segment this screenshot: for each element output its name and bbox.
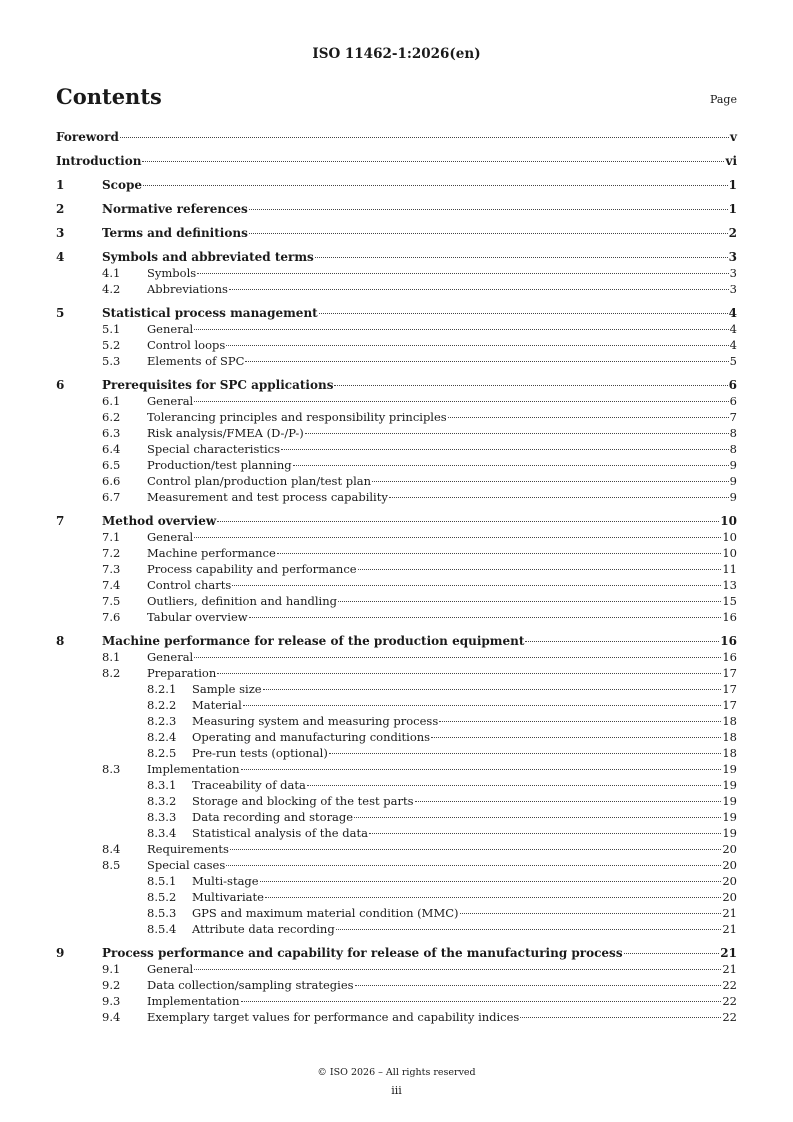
toc-entry-title: Production/test planning xyxy=(147,458,292,472)
toc-entry-number: 7.6 xyxy=(102,610,121,624)
toc-entry[interactable] xyxy=(0,921,737,937)
toc-entry-page: 4 xyxy=(729,338,737,352)
toc-entry-page: 17 xyxy=(722,698,737,712)
toc-entry-page: 9 xyxy=(729,458,737,472)
toc-entry[interactable] xyxy=(0,393,737,409)
toc-entry[interactable] xyxy=(0,713,737,729)
toc-entry-title: Abbreviations xyxy=(147,282,228,296)
toc-entry-page: 9 xyxy=(729,490,737,504)
toc-entry[interactable] xyxy=(0,489,737,505)
document-id-header: ISO 11462-1:2026(en) xyxy=(312,46,481,62)
toc-entry[interactable] xyxy=(0,745,737,761)
toc-dot-leader xyxy=(249,209,728,210)
toc-entry[interactable] xyxy=(0,945,737,961)
toc-entry-page: 20 xyxy=(722,874,737,888)
toc-entry-title: Sample size xyxy=(192,682,262,696)
copyright-notice: © ISO 2026 – All rights reserved xyxy=(317,1067,476,1078)
toc-entry-number: 5.3 xyxy=(102,354,121,368)
toc-entry-page: 4 xyxy=(728,306,737,320)
toc-entry-number: 8.2.3 xyxy=(147,714,177,728)
toc-entry-title: Outliers, definition and handling xyxy=(147,594,337,608)
toc-dot-leader xyxy=(281,449,729,450)
toc-entry-title: GPS and maximum material condition (MMC) xyxy=(192,906,459,920)
toc-entry-title: Statistical analysis of the data xyxy=(192,826,368,840)
toc-entry[interactable] xyxy=(0,761,737,777)
toc-dot-leader xyxy=(260,881,722,882)
toc-entry-page: 22 xyxy=(722,994,737,1008)
toc-entry-page: 18 xyxy=(722,714,737,728)
toc-entry[interactable] xyxy=(0,593,737,609)
toc-dot-leader xyxy=(217,673,721,674)
toc-entry[interactable] xyxy=(0,777,737,793)
toc-entry[interactable] xyxy=(0,177,737,193)
toc-entry-title: General xyxy=(147,322,194,336)
toc-entry-page: 19 xyxy=(722,826,737,840)
toc-entry-number: 8 xyxy=(56,634,65,648)
toc-dot-leader xyxy=(369,833,721,834)
toc-entry-number: 5.2 xyxy=(102,338,121,352)
toc-dot-leader xyxy=(245,361,728,362)
toc-entry-page: 18 xyxy=(722,746,737,760)
toc-entry[interactable] xyxy=(0,129,737,145)
toc-dot-leader xyxy=(142,161,724,162)
toc-dot-leader xyxy=(329,753,722,754)
toc-entry-page: 1 xyxy=(728,178,737,192)
toc-entry-page: 10 xyxy=(720,514,737,528)
toc-entry[interactable] xyxy=(0,377,737,393)
toc-entry[interactable] xyxy=(0,513,737,529)
toc-entry-title: Data collection/sampling strategies xyxy=(147,978,354,992)
toc-entry-number: 8.4 xyxy=(102,842,121,856)
toc-entry-page: 21 xyxy=(722,922,737,936)
toc-dot-leader xyxy=(358,569,722,570)
toc-entry-number: 5 xyxy=(56,306,65,320)
toc-entry-number: 8.2.5 xyxy=(147,746,177,760)
toc-entry-number: 8.1 xyxy=(102,650,121,664)
toc-entry-number: 8.2 xyxy=(102,666,121,680)
toc-entry-number: 5.1 xyxy=(102,322,121,336)
toc-entry-page: 1 xyxy=(728,202,737,216)
toc-entry-title: Normative references xyxy=(102,202,248,216)
toc-dot-leader xyxy=(197,273,729,274)
toc-entry-title: Statistical process management xyxy=(102,306,318,320)
toc-dot-leader xyxy=(460,913,722,914)
toc-entry-number: 6.3 xyxy=(102,426,121,440)
toc-entry-page: 3 xyxy=(729,282,737,296)
toc-entry-title: Symbols xyxy=(147,266,197,280)
toc-entry-number: 9.4 xyxy=(102,1010,121,1024)
toc-entry-title: Machine performance xyxy=(147,546,276,560)
toc-entry-title: General xyxy=(147,962,194,976)
toc-entry-page: 8 xyxy=(729,426,737,440)
toc-dot-leader xyxy=(120,137,729,138)
toc-entry-number: 7.4 xyxy=(102,578,121,592)
toc-dot-leader xyxy=(439,721,721,722)
toc-entry-number: 6.5 xyxy=(102,458,121,472)
toc-entry-page: 15 xyxy=(722,594,737,608)
toc-entry-number: 2 xyxy=(56,202,65,216)
toc-entry[interactable] xyxy=(0,425,737,441)
toc-entry[interactable] xyxy=(0,265,737,281)
toc-entry-page: 2 xyxy=(728,226,737,240)
toc-entry-number: 6.7 xyxy=(102,490,121,504)
toc-entry[interactable] xyxy=(0,977,737,993)
toc-entry[interactable] xyxy=(0,609,737,625)
toc-entry[interactable] xyxy=(0,681,737,697)
toc-dot-leader xyxy=(232,585,721,586)
toc-entry[interactable] xyxy=(0,961,737,977)
toc-dot-leader xyxy=(354,817,721,818)
toc-entry[interactable] xyxy=(0,441,737,457)
toc-entry-number: 6.1 xyxy=(102,394,121,408)
toc-entry[interactable] xyxy=(0,825,737,841)
toc-entry[interactable] xyxy=(0,545,737,561)
toc-entry[interactable] xyxy=(0,201,737,217)
toc-entry-title: Implementation xyxy=(147,762,240,776)
toc-dot-leader xyxy=(241,1001,722,1002)
toc-entry-number: 3 xyxy=(56,226,65,240)
toc-dot-leader xyxy=(307,785,722,786)
toc-dot-leader xyxy=(448,417,729,418)
toc-entry-title: Operating and manufacturing conditions xyxy=(192,730,431,744)
toc-dot-leader xyxy=(277,553,722,554)
toc-entry-number: 6.4 xyxy=(102,442,121,456)
toc-entry-number: 8.5.4 xyxy=(147,922,177,936)
toc-dot-leader xyxy=(336,929,722,930)
toc-entry-number: 6.2 xyxy=(102,410,121,424)
toc-entry-page: 20 xyxy=(722,890,737,904)
toc-entry-page: 11 xyxy=(722,562,737,576)
toc-entry-page: 22 xyxy=(722,1010,737,1024)
toc-entry-title: Data recording and storage xyxy=(192,810,354,824)
toc-dot-leader xyxy=(415,801,722,802)
toc-entry-page: 19 xyxy=(722,778,737,792)
toc-dot-leader xyxy=(241,769,722,770)
toc-dot-leader xyxy=(226,865,721,866)
toc-entry-number: 8.5.1 xyxy=(147,874,177,888)
page-column-label: Page xyxy=(709,93,737,106)
toc-entry-number: 8.5 xyxy=(102,858,121,872)
toc-dot-leader xyxy=(194,401,728,402)
toc-entry-page: 7 xyxy=(729,410,737,424)
toc-dot-leader xyxy=(217,521,719,522)
toc-dot-leader xyxy=(226,345,728,346)
toc-dot-leader xyxy=(229,289,729,290)
toc-dot-leader xyxy=(263,689,722,690)
toc-entry-title: Material xyxy=(192,698,242,712)
toc-entry-number: 7.5 xyxy=(102,594,121,608)
toc-entry-title: General xyxy=(147,530,194,544)
toc-entry-number: 9.2 xyxy=(102,978,121,992)
toc-entry[interactable] xyxy=(0,697,737,713)
toc-entry-page: 22 xyxy=(722,978,737,992)
toc-entry-title: Process capability and performance xyxy=(147,562,357,576)
toc-entry-number: 7.3 xyxy=(102,562,121,576)
toc-entry-title: Tolerancing principles and responsibility principles xyxy=(147,410,447,424)
toc-dot-leader xyxy=(305,433,729,434)
toc-entry-page: 18 xyxy=(722,730,737,744)
toc-entry[interactable] xyxy=(0,729,737,745)
page-number: iii xyxy=(391,1084,402,1097)
toc-entry-title: Risk analysis/FMEA (D-/P-) xyxy=(147,426,304,440)
toc-entry-page: 3 xyxy=(728,250,737,264)
toc-entry-number: 8.3.1 xyxy=(147,778,177,792)
toc-entry-page: 3 xyxy=(729,266,737,280)
toc-entry-number: 9.1 xyxy=(102,962,121,976)
toc-dot-leader xyxy=(319,313,728,314)
toc-entry-page: 10 xyxy=(722,546,737,560)
toc-entry[interactable] xyxy=(0,1009,737,1025)
toc-entry[interactable] xyxy=(0,993,737,1009)
toc-entry-page: 21 xyxy=(722,962,737,976)
toc-entry-title: Multi-stage xyxy=(192,874,259,888)
toc-entry-page: 17 xyxy=(722,666,737,680)
toc-entry-page: 5 xyxy=(729,354,737,368)
toc-entry-number: 9.3 xyxy=(102,994,121,1008)
toc-entry[interactable] xyxy=(0,249,737,265)
toc-entry[interactable] xyxy=(0,529,737,545)
toc-entry-number: 8.3.2 xyxy=(147,794,177,808)
toc-dot-leader xyxy=(431,737,721,738)
toc-entry[interactable] xyxy=(0,473,737,489)
toc-entry-page: 20 xyxy=(722,842,737,856)
toc-entry-number: 8.5.2 xyxy=(147,890,177,904)
toc-entry-page: 16 xyxy=(722,650,737,664)
toc-entry-title: Introduction xyxy=(56,154,142,168)
toc-dot-leader xyxy=(265,897,721,898)
toc-entry[interactable] xyxy=(0,305,737,321)
toc-entry[interactable] xyxy=(0,793,737,809)
toc-entry-title: Foreword xyxy=(56,130,119,144)
toc-entry-number: 8.2.4 xyxy=(147,730,177,744)
toc-entry-number: 4.2 xyxy=(102,282,121,296)
toc-entry-title: Process performance and capability for release of the manufacturing process xyxy=(102,946,623,960)
toc-entry-title: Elements of SPC xyxy=(147,354,245,368)
toc-entry-title: Preparation xyxy=(147,666,217,680)
toc-entry-page: v xyxy=(730,130,737,144)
toc-entry-title: General xyxy=(147,650,194,664)
toc-entry-number: 7 xyxy=(56,514,65,528)
toc-entry-title: General xyxy=(147,394,194,408)
toc-entry[interactable] xyxy=(0,905,737,921)
toc-entry-page: 9 xyxy=(729,474,737,488)
toc-entry-title: Scope xyxy=(102,178,143,192)
toc-dot-leader xyxy=(624,953,720,954)
toc-entry[interactable] xyxy=(0,457,737,473)
toc-entry-title: Attribute data recording xyxy=(192,922,335,936)
toc-dot-leader xyxy=(249,233,728,234)
toc-entry-page: 21 xyxy=(722,906,737,920)
toc-entry-title: Control plan/production plan/test plan xyxy=(147,474,372,488)
toc-entry-title: Terms and definitions xyxy=(102,226,248,240)
toc-dot-leader xyxy=(525,641,719,642)
toc-dot-leader xyxy=(249,617,722,618)
toc-entry-number: 4.1 xyxy=(102,266,121,280)
toc-entry[interactable] xyxy=(0,809,737,825)
toc-entry-number: 6.6 xyxy=(102,474,121,488)
toc-entry-title: Requirements xyxy=(147,842,229,856)
toc-entry[interactable] xyxy=(0,281,737,297)
toc-dot-leader xyxy=(194,969,721,970)
toc-entry-page: 19 xyxy=(722,810,737,824)
toc-entry-number: 9 xyxy=(56,946,65,960)
toc-entry-title: Measuring system and measuring process xyxy=(192,714,439,728)
toc-entry-title: Prerequisites for SPC applications xyxy=(102,378,334,392)
toc-entry-number: 8.5.3 xyxy=(147,906,177,920)
toc-entry-number: 8.3.4 xyxy=(147,826,177,840)
toc-entry-title: Control charts xyxy=(147,578,232,592)
toc-entry-page: 4 xyxy=(729,322,737,336)
toc-dot-leader xyxy=(315,257,728,258)
toc-entry-title: Storage and blocking of the test parts xyxy=(192,794,414,808)
toc-dot-leader xyxy=(143,185,728,186)
toc-entry[interactable] xyxy=(0,561,737,577)
toc-entry[interactable] xyxy=(0,153,737,169)
toc-entry[interactable] xyxy=(0,225,737,241)
toc-dot-leader xyxy=(194,657,721,658)
toc-entry[interactable] xyxy=(0,665,737,681)
toc-dot-leader xyxy=(520,1017,721,1018)
toc-entry-title: Machine performance for release of the production equipment xyxy=(102,634,525,648)
toc-entry-page: 6 xyxy=(729,394,737,408)
toc-entry-number: 8.3 xyxy=(102,762,121,776)
toc-entry-page: 6 xyxy=(728,378,737,392)
toc-entry-page: 21 xyxy=(720,946,737,960)
toc-entry-title: Control loops xyxy=(147,338,226,352)
toc-entry-title: Measurement and test process capability xyxy=(147,490,388,504)
toc-dot-leader xyxy=(372,481,729,482)
toc-entry-title: Method overview xyxy=(102,514,217,528)
toc-entry-title: Special cases xyxy=(147,858,226,872)
toc-entry-number: 4 xyxy=(56,250,65,264)
toc-dot-leader xyxy=(338,601,721,602)
toc-entry-number: 1 xyxy=(56,178,65,192)
toc-entry[interactable] xyxy=(0,633,737,649)
toc-entry[interactable] xyxy=(0,321,737,337)
toc-entry-page: 8 xyxy=(729,442,737,456)
toc-dot-leader xyxy=(334,385,727,386)
toc-dot-leader xyxy=(194,329,728,330)
toc-entry-number: 6 xyxy=(56,378,65,392)
toc-entry-title: Pre-run tests (optional) xyxy=(192,746,328,760)
toc-entry-title: Traceability of data xyxy=(192,778,306,792)
toc-entry-title: Implementation xyxy=(147,994,240,1008)
toc-entry-page: 17 xyxy=(722,682,737,696)
toc-entry-number: 7.2 xyxy=(102,546,121,560)
toc-entry[interactable] xyxy=(0,409,737,425)
toc-entry-title: Symbols and abbreviated terms xyxy=(102,250,314,264)
toc-entry[interactable] xyxy=(0,873,737,889)
toc-entry-page: vi xyxy=(725,154,737,168)
toc-dot-leader xyxy=(230,849,722,850)
toc-dot-leader xyxy=(355,985,722,986)
toc-dot-leader xyxy=(194,537,721,538)
toc-entry-number: 8.2.1 xyxy=(147,682,177,696)
toc-entry-page: 20 xyxy=(722,858,737,872)
toc-entry[interactable] xyxy=(0,889,737,905)
toc-entry-title: Special characteristics xyxy=(147,442,280,456)
toc-dot-leader xyxy=(243,705,722,706)
contents-title: Contents xyxy=(56,84,162,109)
toc-entry-title: Multivariate xyxy=(192,890,264,904)
toc-entry-title: Tabular overview xyxy=(147,610,248,624)
toc-entry[interactable] xyxy=(0,353,737,369)
toc-entry[interactable] xyxy=(0,577,737,593)
toc-entry-page: 16 xyxy=(722,610,737,624)
toc-entry-number: 8.2.2 xyxy=(147,698,177,712)
toc-entry-page: 16 xyxy=(720,634,737,648)
toc-entry-title: Exemplary target values for performance and capability indices xyxy=(147,1010,520,1024)
toc-entry[interactable] xyxy=(0,649,737,665)
toc-entry[interactable] xyxy=(0,857,737,873)
toc-entry-page: 19 xyxy=(722,762,737,776)
toc-dot-leader xyxy=(293,465,729,466)
toc-entry-page: 19 xyxy=(722,794,737,808)
toc-entry[interactable] xyxy=(0,841,737,857)
toc-entry-number: 8.3.3 xyxy=(147,810,177,824)
toc-dot-leader xyxy=(389,497,729,498)
toc-entry-page: 13 xyxy=(722,578,737,592)
toc-entry-number: 7.1 xyxy=(102,530,121,544)
toc-entry[interactable] xyxy=(0,337,737,353)
toc-entry-page: 10 xyxy=(722,530,737,544)
